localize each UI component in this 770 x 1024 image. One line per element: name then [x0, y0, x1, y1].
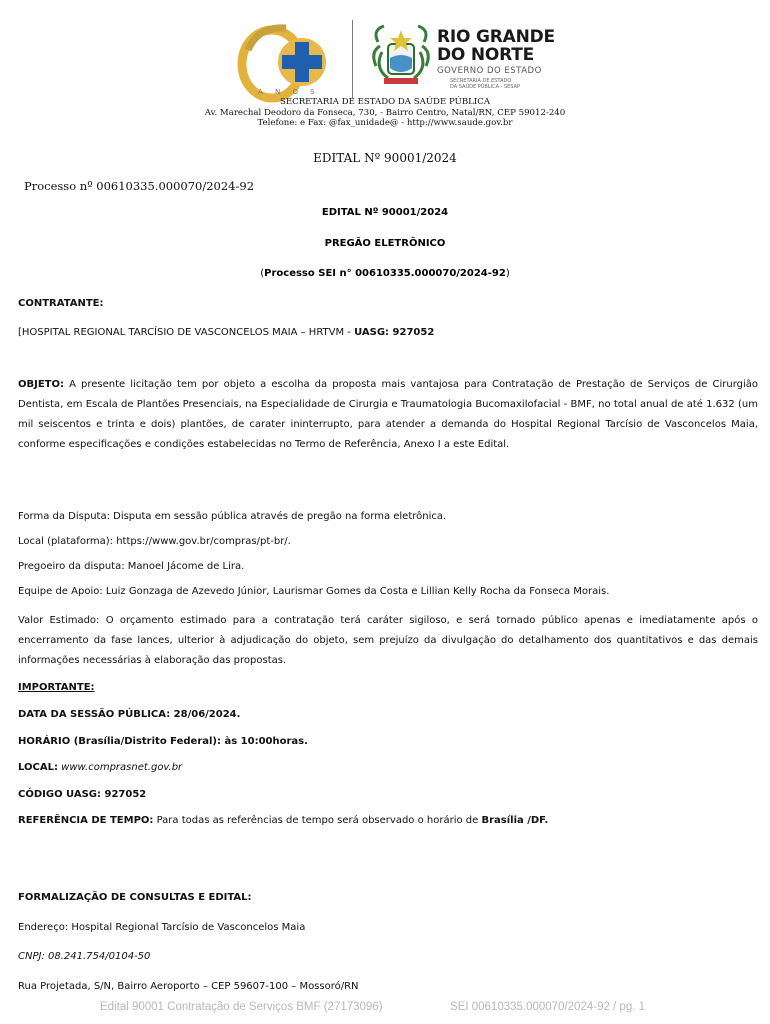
state-government-label: GOVERNO DO ESTADO	[437, 66, 542, 76]
referencia-bold: Brasília /DF.	[481, 815, 549, 826]
letterhead-line1: SECRETARIA DE ESTADO DA SAÚDE PÚBLICA	[279, 97, 491, 107]
local-value: www.comprasnet.gov.br	[57, 762, 183, 773]
equipe-apoio: Equipe de Apoio: Luiz Gonzaga de Azevedo Júnior, Laurismar Gomes da Costa e Lillian Kelly Rocha da Fonseca Morais.	[18, 586, 610, 597]
processo-sei-number: Processo SEI n° 00610335.000070/2024-92	[264, 268, 506, 279]
processo-heading: Processo nº 00610335.000070/2024-92	[24, 179, 255, 193]
referencia-label: REFERÊNCIA DE TEMPO:	[18, 815, 154, 826]
header-logos	[0, 16, 770, 96]
referencia-text: Para todas as referências de tempo será observado o horário de	[153, 815, 482, 826]
contratante-uasg: UASG: 927052	[354, 327, 435, 338]
state-name-line2: DO NORTE	[437, 45, 535, 65]
department-label	[450, 78, 520, 90]
letterhead	[0, 97, 770, 129]
paren-close: )	[505, 268, 510, 279]
edital-title: EDITAL Nº 90001/2024	[321, 207, 449, 218]
objeto-text: A presente licitação tem por objeto a escolha da proposta mais vantajosa para Contratação de Prestação de Serviços de Cirurgião Dentista, em Escala de Plantões Presenciais, na Especialidade de Cirurgia e Traumatologia Bucomaxilofacial - BMF, no total anual de até 1.632 (um mil seiscentos e trinta e dois) plantões, de carater ininterrupto, para atender a demanda do Hospital Regional Tarcísio de Vasconcelos Maia, conforme especificações e condições estabelecidas no Termo de Referência, Anexo I a este Edital.	[18, 379, 758, 450]
cnpj: CNPJ: 08.241.754/0104-50	[18, 951, 151, 962]
letterhead-line2: Av. Marechal Deodoro da Fonseca, 730, - Bairro Centro, Natal/RN, CEP 59012-240	[204, 107, 566, 118]
footer-page-number: SEI 00610335.000070/2024-92 / pg. 1	[450, 1001, 646, 1013]
footer-document-title: Edital 90001 Contratação de Serviços BMF (27173096)	[100, 1001, 383, 1013]
state-name-line1: RIO GRANDE	[437, 27, 555, 47]
state-name	[437, 28, 555, 64]
formalizacao-label: FORMALIZAÇÃO DE CONSULTAS E EDITAL:	[18, 892, 252, 903]
paren-open: (	[260, 268, 265, 279]
letterhead-line3: Telefone: e Fax: @fax_unidade@ - http://www.saude.gov.br	[257, 118, 513, 128]
rua: Rua Projetada, S/N, Bairro Aeroporto – CEP 59607-100 – Mossoró/RN	[18, 981, 359, 992]
contratante-name: [HOSPITAL REGIONAL TARCÍSIO DE VASCONCELOS MAIA – HRTVM -	[18, 327, 355, 338]
pregao-title: PREGÃO ELETRÔNICO	[324, 238, 446, 249]
forma-disputa: Forma da Disputa: Disputa em sessão pública através de pregão na forma eletrônica.	[18, 511, 447, 522]
local-line	[18, 762, 182, 773]
referencia-tempo	[18, 815, 548, 826]
local-label: LOCAL:	[18, 762, 58, 773]
department-label-line2: DA SAÚDE PÚBLICA - SESAP	[450, 84, 521, 90]
processo-sei-line	[0, 268, 770, 279]
contratante-label: CONTRATANTE:	[18, 298, 104, 309]
edital-heading: EDITAL Nº 90001/2024	[313, 151, 457, 165]
logo-divider	[352, 20, 353, 98]
endereco: Endereço: Hospital Regional Tarcísio de Vasconcelos Maia	[18, 922, 306, 933]
state-crest-icon	[370, 22, 432, 90]
data-sessao: DATA DA SESSÃO PÚBLICA: 28/06/2024.	[18, 709, 241, 720]
codigo-uasg: CÓDIGO UASG: 927052	[18, 789, 147, 800]
objeto-paragraph	[18, 375, 758, 455]
horario: HORÁRIO (Brasília/Distrito Federal): às 10:00horas.	[18, 736, 308, 747]
anos-label: A N O S	[258, 88, 320, 96]
importante-label: IMPORTANTE:	[18, 682, 95, 693]
objeto-label: OBJETO:	[18, 379, 64, 390]
local-plataforma: Local (plataforma): https://www.gov.br/compras/pt-br/.	[18, 536, 291, 547]
contratante-line	[18, 327, 434, 338]
valor-estimado: Valor Estimado: O orçamento estimado para a contratação terá caráter sigiloso, e será tornado público apenas e imediatamente após o encerramento da fase lances, ulterior à adjudicação do objeto, sem prejuízo da divulgação do detalhamento dos quantitativos e das demais informações necessárias à elaboração das propostas.	[18, 615, 758, 666]
department-label-line1: SECRETARIA DE ESTADO	[450, 78, 512, 84]
pregoeiro: Pregoeiro da disputa: Manoel Jácome de Lira.	[18, 561, 245, 572]
